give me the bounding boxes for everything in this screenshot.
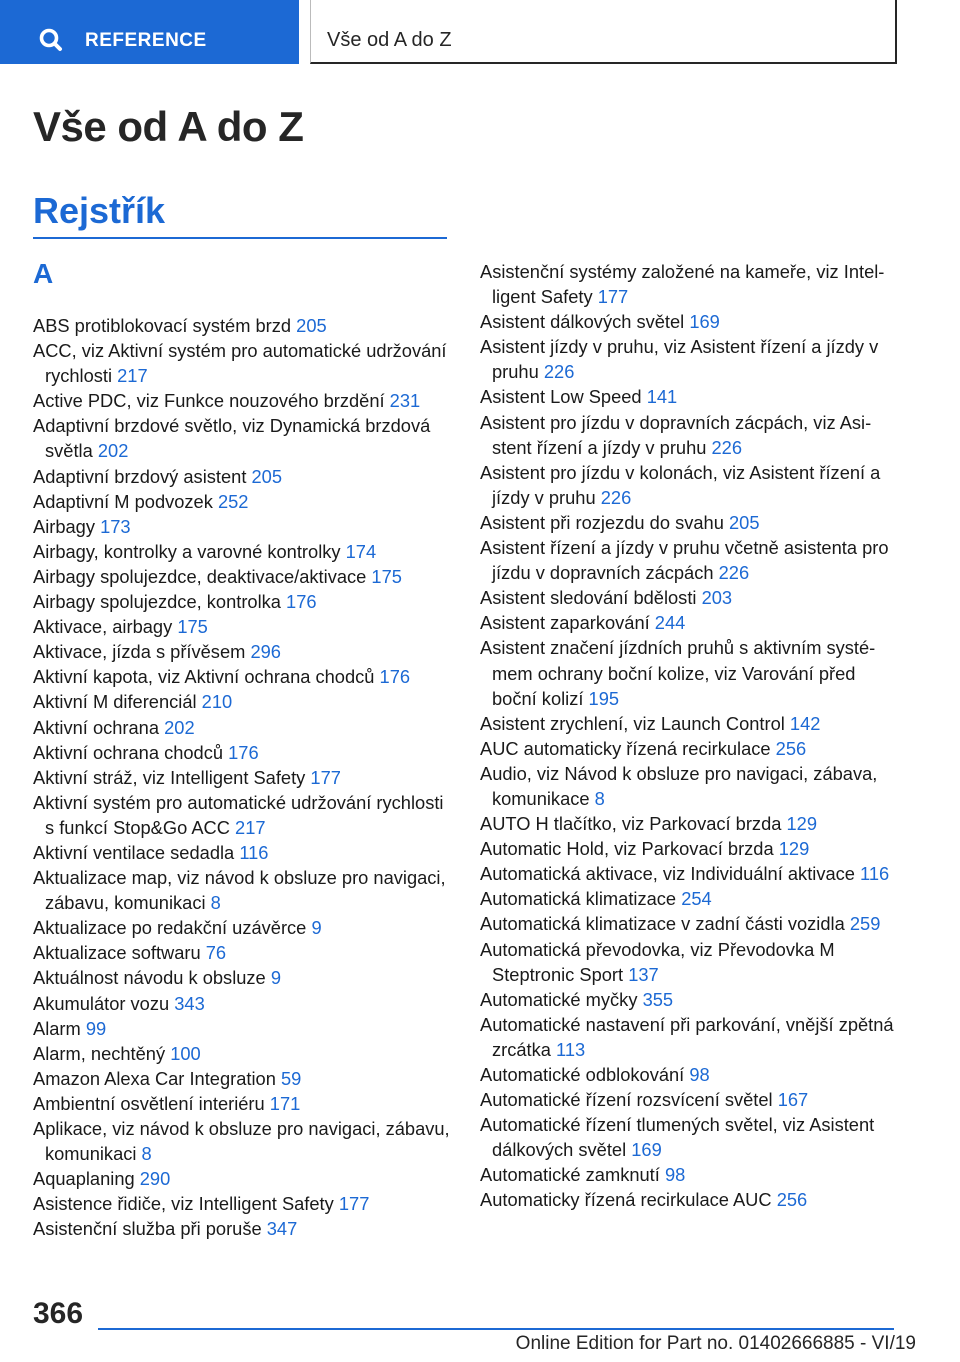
index-page-link[interactable]: 226: [711, 436, 743, 458]
index-page-link[interactable]: 252: [217, 490, 249, 512]
index-entry: [33, 589, 453, 614]
index-page-link[interactable]: 8: [594, 787, 605, 809]
index-entry: [480, 460, 900, 510]
index-entry-term: Asistent pro jízdu v dopravních zácpách, viz Asistent řízení a jízdy v pruhu: [480, 411, 872, 458]
index-page-link[interactable]: 177: [310, 766, 341, 788]
index-entry: [33, 1091, 453, 1116]
index-entry: [33, 689, 453, 714]
index-entry: [33, 965, 453, 990]
index-entry-term: Adaptivní brzdový asistent: [33, 465, 247, 487]
index-column-right: [480, 259, 900, 1213]
index-entry: [480, 334, 900, 384]
index-page-link[interactable]: 177: [597, 286, 629, 308]
index-entry-term: Asistence řidiče, viz Intelligent Safety: [33, 1193, 334, 1215]
index-entry: [480, 811, 900, 836]
index-page-link[interactable]: 129: [786, 813, 818, 835]
index-entry-term: Aktivní stráž, viz Intelligent Safety: [33, 766, 306, 788]
index-entry: [33, 388, 453, 413]
index-entry-term: Asistent dálkových světel: [480, 311, 685, 333]
index-entry-term: Aplikace, viz návod k obsluze pro navigaci, zábavu, komunikaci: [33, 1118, 450, 1165]
index-entry: [480, 911, 900, 936]
index-entry: [33, 514, 453, 539]
index-entry-term: Aktivní M diferenciál: [33, 691, 197, 713]
index-entry: [480, 635, 900, 710]
index-entry-term: Asistenční systémy založené na kameře, viz Intelligent Safety: [480, 261, 885, 308]
index-entry-term: Asistent jízdy v pruhu, viz Asistent řízení a jízdy v pruhu: [480, 336, 879, 383]
index-entry: [480, 259, 900, 309]
index-page-link[interactable]: 116: [239, 841, 269, 863]
index-page-link[interactable]: 259: [849, 913, 881, 935]
index-page-link[interactable]: 217: [235, 816, 266, 838]
index-page-link[interactable]: 142: [789, 712, 821, 734]
index-page-link[interactable]: 226: [718, 562, 750, 584]
index-page-link[interactable]: 98: [689, 1064, 710, 1085]
index-entry: [480, 510, 900, 535]
index-entry-term: ABS protiblokovací systém brzd: [33, 315, 292, 336]
index-entry: [480, 886, 900, 911]
index-entry: [33, 915, 453, 940]
index-page-link[interactable]: 175: [371, 565, 402, 587]
index-entry-term: Alarm, nechtěný: [33, 1042, 166, 1064]
index-page-link[interactable]: 137: [628, 963, 659, 985]
index-entry: [33, 740, 453, 765]
index-page-link[interactable]: 174: [345, 540, 377, 562]
index-entry: [480, 610, 900, 635]
index-page-link[interactable]: 9: [270, 967, 281, 989]
index-page-link[interactable]: 100: [170, 1042, 201, 1064]
index-entry-term: Amazon Alexa Car Integration: [33, 1067, 276, 1089]
index-entry-term: Automatické řízení tlumených světel, viz Asistent dálkových světel: [480, 1114, 875, 1161]
index-entry: [480, 535, 900, 585]
index-page-link[interactable]: 203: [701, 587, 733, 609]
index-entry: [33, 338, 453, 388]
index-entry-term: ACC, viz Aktivní systém pro automatické udržování rychlosti: [33, 340, 447, 387]
index-entry-term: Airbagy, kontrolky a varovné kontrolky: [33, 540, 341, 562]
index-page-link[interactable]: 343: [174, 992, 205, 1014]
index-page-link[interactable]: 99: [85, 1017, 107, 1039]
index-page-link[interactable]: 171: [269, 1092, 301, 1114]
index-entry: [33, 1166, 453, 1191]
index-entry: [33, 464, 453, 489]
index-entry: [33, 840, 453, 865]
index-entry-term: Alarm: [33, 1017, 81, 1039]
index-page-link[interactable]: 76: [205, 942, 227, 964]
index-entry-term: Aktivace, jízda s přívěsem: [33, 641, 246, 663]
index-entry-term: Asistent Low Speed: [480, 386, 642, 408]
index-entry: [33, 865, 453, 915]
index-entry: [480, 736, 900, 761]
index-entry: [480, 309, 900, 334]
index-entry: [33, 1066, 453, 1091]
index-page-link[interactable]: 210: [201, 691, 233, 713]
index-page-link[interactable]: 141: [646, 386, 678, 408]
index-entry: [33, 614, 453, 639]
index-page-link[interactable]: 254: [681, 888, 712, 910]
index-entry: [480, 384, 900, 409]
index-entry-term: Adaptivní M podvozek: [33, 490, 213, 512]
index-entry: [33, 765, 453, 790]
index-entry-term: Automatické odblokování: [480, 1064, 685, 1085]
index-entry-term: Automaticky řízená recirkulace AUC: [480, 1189, 772, 1211]
index-entry-term: Airbagy: [33, 515, 95, 537]
index-entry: [480, 1012, 900, 1062]
reference-tab[interactable]: [0, 0, 299, 64]
index-entry: [33, 313, 453, 338]
index-page-link[interactable]: 169: [689, 311, 720, 333]
index-entry: [33, 1116, 453, 1166]
index-entry: [480, 836, 900, 861]
index-page-link[interactable]: 176: [228, 741, 259, 763]
index-entry: [33, 1216, 453, 1241]
index-entry-term: Aktivní systém pro automatické udržování rychlosti s funkcí Stop&Go ACC: [33, 791, 444, 838]
index-page-link[interactable]: 355: [642, 988, 674, 1010]
index-entry: [480, 711, 900, 736]
index-page-link[interactable]: 169: [631, 1139, 662, 1161]
index-entry: [33, 715, 453, 740]
reference-tab-label: REFERENCE: [85, 30, 207, 51]
index-entry-term: Asistenční služba při poruše: [33, 1218, 262, 1240]
index-entry-term: Automatická klimatizace: [480, 888, 677, 910]
index-entry-term: AUC automaticky řízená recirkulace: [480, 737, 771, 759]
index-entry-term: Audio, viz Návod k obsluze pro navigaci, zábava, komunikace: [480, 762, 878, 809]
index-page-link[interactable]: 256: [776, 1189, 808, 1211]
index-entry-term: Asistent značení jízdních pruhů s aktivním systémem ochrany boční kolize, viz Varování před boční kolizí: [480, 637, 876, 709]
index-entry-term: Automatické myčky: [480, 988, 638, 1010]
index-entry: [480, 1162, 900, 1187]
index-page-link[interactable]: 231: [389, 390, 421, 412]
index-entry: [33, 1191, 453, 1216]
index-entry: [480, 937, 900, 987]
index-entry: [480, 585, 900, 610]
index-entry: [33, 991, 453, 1016]
index-page-link[interactable]: 129: [778, 838, 810, 860]
index-entry: [33, 940, 453, 965]
index-page-link[interactable]: 116: [860, 863, 890, 885]
index-entry: [33, 489, 453, 514]
index-page-link[interactable]: 176: [379, 666, 411, 688]
index-page-link[interactable]: 244: [654, 612, 686, 634]
index-entry: [480, 1062, 900, 1087]
index-page-link[interactable]: 202: [97, 440, 129, 462]
index-page-link[interactable]: 176: [286, 591, 317, 613]
index-entry-term: Active PDC, viz Funkce nouzového brzdění: [33, 390, 385, 412]
index-entry-term: Aktualizace softwaru: [33, 942, 201, 964]
index-page-link[interactable]: 226: [543, 361, 575, 383]
index-page-link[interactable]: 205: [296, 315, 327, 336]
footer-divider: [98, 1328, 894, 1330]
index-entry-term: Airbagy spolujezdce, deaktivace/aktivace: [33, 565, 367, 587]
index-entry: [33, 1016, 453, 1041]
index-entry-term: Automatická převodovka, viz Převodovka M Steptronic Sport: [480, 938, 835, 985]
index-entry-term: Aktivní ochrana chodců: [33, 741, 224, 763]
index-entry-term: Aktivace, airbagy: [33, 616, 173, 638]
index-entry-term: Asistent zrychlení, viz Launch Control: [480, 712, 785, 734]
index-entry-term: Automatické zamknutí: [480, 1164, 660, 1186]
top-navigation-bar: [0, 0, 960, 68]
page-title: Vše od A do Z: [33, 103, 304, 150]
index-page-link[interactable]: 205: [251, 465, 283, 487]
index-page-link[interactable]: 226: [600, 486, 632, 508]
index-entry-term: Asistent řízení a jízdy v pruhu včetně asistenta pro jízdu v dopravních zácpách: [480, 537, 889, 584]
index-entry-term: Aktivní ochrana: [33, 716, 160, 738]
index-entry-term: Asistent pro jízdu v kolonách, viz Asistent řízení a jízdy v pruhu: [480, 461, 881, 508]
index-entry: [33, 664, 453, 689]
index-page-link[interactable]: 59: [280, 1067, 302, 1089]
index-entry: [480, 1087, 900, 1112]
index-column-left: [33, 313, 453, 1241]
index-entry: [480, 987, 900, 1012]
index-entry: [480, 1112, 900, 1162]
index-page-link[interactable]: 256: [775, 737, 807, 759]
index-entry: [33, 1041, 453, 1066]
section-tab-label: Vše od A do Z: [327, 29, 452, 51]
index-page-link[interactable]: 173: [100, 515, 131, 537]
index-entry-term: Asistent sledování bdělosti: [480, 587, 697, 609]
index-entry-term: Ambientní osvětlení interiéru: [33, 1092, 265, 1114]
index-letter-heading: A: [33, 258, 54, 289]
index-page-link[interactable]: 177: [338, 1193, 370, 1215]
index-entry: [480, 761, 900, 811]
index-page-link[interactable]: 175: [177, 616, 208, 638]
index-entry: [480, 410, 900, 460]
index-page-link[interactable]: 8: [141, 1143, 152, 1165]
index-entry: [33, 564, 453, 589]
index-entry: [480, 861, 900, 886]
index-page-link[interactable]: 167: [777, 1089, 809, 1111]
index-entry-term: Asistent zaparkování: [480, 612, 650, 634]
index-page-link[interactable]: 347: [266, 1218, 298, 1240]
index-entry: [33, 539, 453, 564]
index-entry-term: Automatic Hold, viz Parkovací brzda: [480, 838, 774, 860]
index-entry-term: Akumulátor vozu: [33, 992, 170, 1014]
index-page-link[interactable]: 202: [164, 716, 195, 738]
index-entry-term: Airbagy spolujezdce, kontrolka: [33, 591, 281, 613]
index-page-link[interactable]: 8: [210, 892, 221, 914]
section-tab[interactable]: [310, 0, 897, 64]
index-page-link[interactable]: 205: [728, 511, 760, 533]
section-title: Rejstřík: [33, 190, 166, 231]
index-page-link[interactable]: 290: [139, 1168, 171, 1190]
index-entry-term: Aktualizace map, viz návod k obsluze pro navigaci, zábavu, komunikaci: [33, 867, 446, 914]
index-page-link[interactable]: 195: [588, 687, 620, 709]
index-entry: [33, 639, 453, 664]
index-entry-term: AUTO H tlačítko, viz Parkovací brzda: [480, 813, 782, 835]
index-page-link[interactable]: 217: [117, 365, 148, 387]
index-page-link[interactable]: 98: [664, 1164, 686, 1186]
index-entry-term: Automatická aktivace, viz Individuální aktivace: [480, 863, 855, 885]
index-entry-term: Aktivní ventilace sedadla: [33, 841, 235, 863]
index-page-link[interactable]: 113: [556, 1038, 586, 1060]
index-entry-term: Automatická klimatizace v zadní části vozidla: [480, 913, 845, 935]
index-entry-term: Aktivní kapota, viz Aktivní ochrana chodců: [33, 666, 375, 688]
index-entry-term: Adaptivní brzdové světlo, viz Dynamická brzdová světla: [33, 415, 431, 462]
index-entry-term: Automatické nastavení při parkování, vnější zpětná zrcátka: [480, 1013, 894, 1060]
index-entry-term: Aquaplaning: [33, 1168, 135, 1190]
section-divider: [33, 237, 447, 239]
index-page-link[interactable]: 296: [250, 641, 281, 663]
index-page-link[interactable]: 9: [311, 917, 322, 939]
search-icon: [38, 28, 68, 58]
index-entry-term: Automatické řízení rozsvícení světel: [480, 1089, 773, 1111]
index-entry: [33, 790, 453, 840]
index-entry: [33, 413, 453, 463]
index-entry-term: Aktualizace po redakční uzávěrce: [33, 917, 307, 939]
page-number: 366: [33, 1297, 84, 1330]
index-entry-term: Asistent při rozjezdu do svahu: [480, 511, 724, 533]
index-entry-term: Aktuálnost návodu k obsluze: [33, 967, 266, 989]
footer-edition-text: Online Edition for Part no. 01402666885 - VI/19: [515, 1333, 916, 1354]
index-entry: [480, 1187, 900, 1212]
